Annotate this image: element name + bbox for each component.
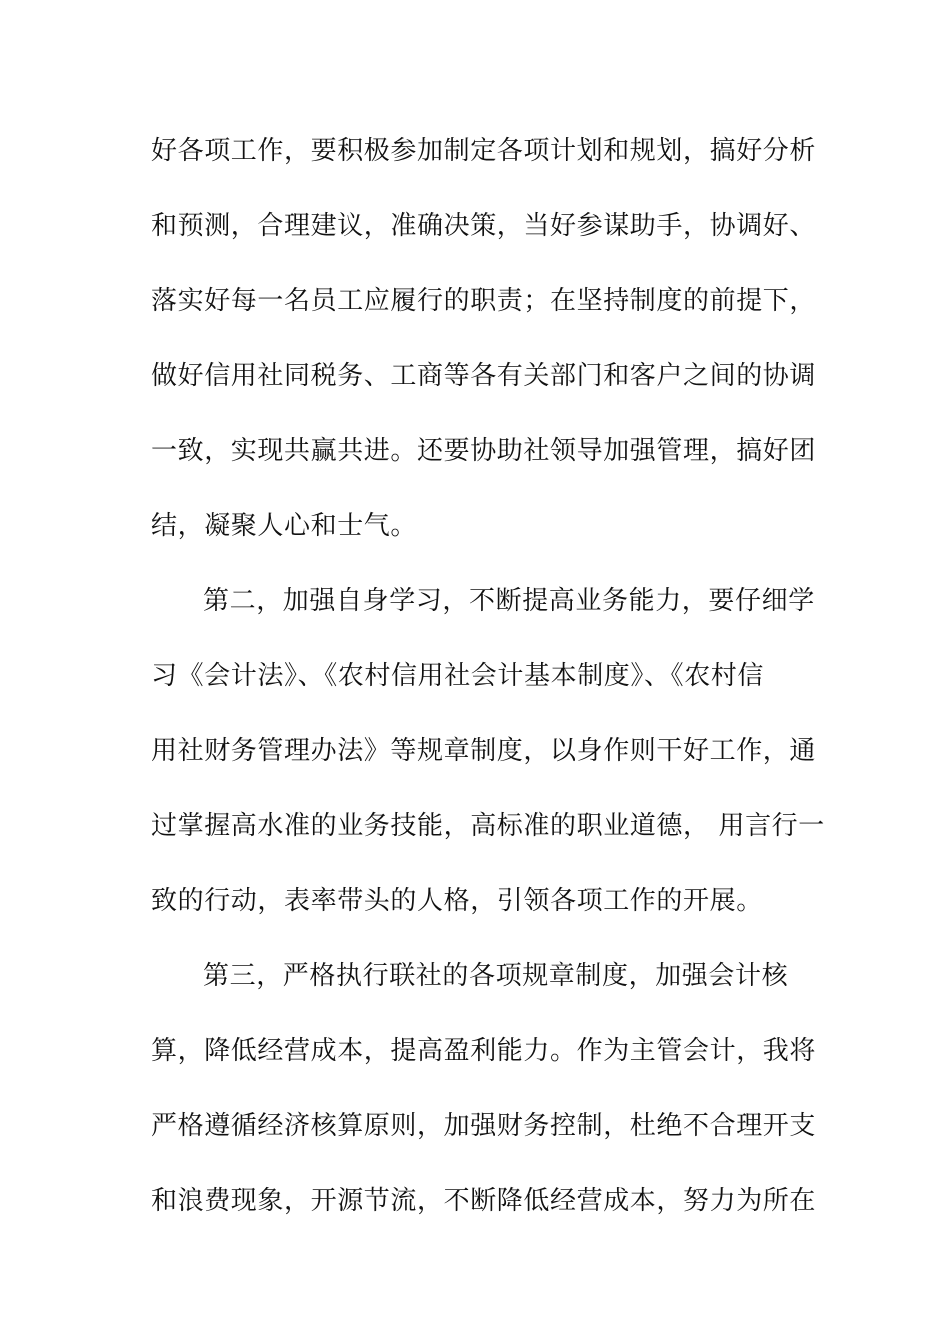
text-line: 习《会计法》、《农村信用社会计基本制度》、《农村信 <box>151 661 765 691</box>
paragraph-start-line: 第三，严格执行联社的各项规章制度，加强会计核 <box>203 961 789 991</box>
text-line: 落实好每一名员工应履行的职责；在坚持制度的前提下， <box>151 286 817 316</box>
text-line: 和浪费现象，开源节流，不断降低经营成本，努力为所在 <box>151 1186 817 1216</box>
text-line: 一致，实现共赢共进。还要协助社领导加强管理，搞好团 <box>151 436 817 466</box>
paragraph-start-line: 第二，加强自身学习，不断提高业务能力，要仔细学 <box>203 586 815 616</box>
text-line: 过掌握高水准的业务技能，高标准的职业道德， 用言行一 <box>151 811 825 841</box>
text-line: 用社财务管理办法》等规章制度，以身作则干好工作，通 <box>151 736 817 766</box>
text-line: 和预测，合理建议，准确决策，当好参谋助手，协调好、 <box>151 211 817 241</box>
text-line: 严格遵循经济核算原则，加强财务控制，杜绝不合理开支 <box>151 1111 817 1141</box>
body-text <box>151 128 825 1253</box>
text-line: 致的行动，表率带头的人格，引领各项工作的开展。 <box>151 886 763 916</box>
text-line: 好各项工作，要积极参加制定各项计划和规划，搞好分析 <box>151 136 817 166</box>
text-line: 结，凝聚人心和士气。 <box>151 511 418 541</box>
text-line: 做好信用社同税务、工商等各有关部门和客户之间的协调 <box>151 361 817 391</box>
text-line: 算，降低经营成本，提高盈利能力。作为主管会计，我将 <box>151 1036 817 1066</box>
